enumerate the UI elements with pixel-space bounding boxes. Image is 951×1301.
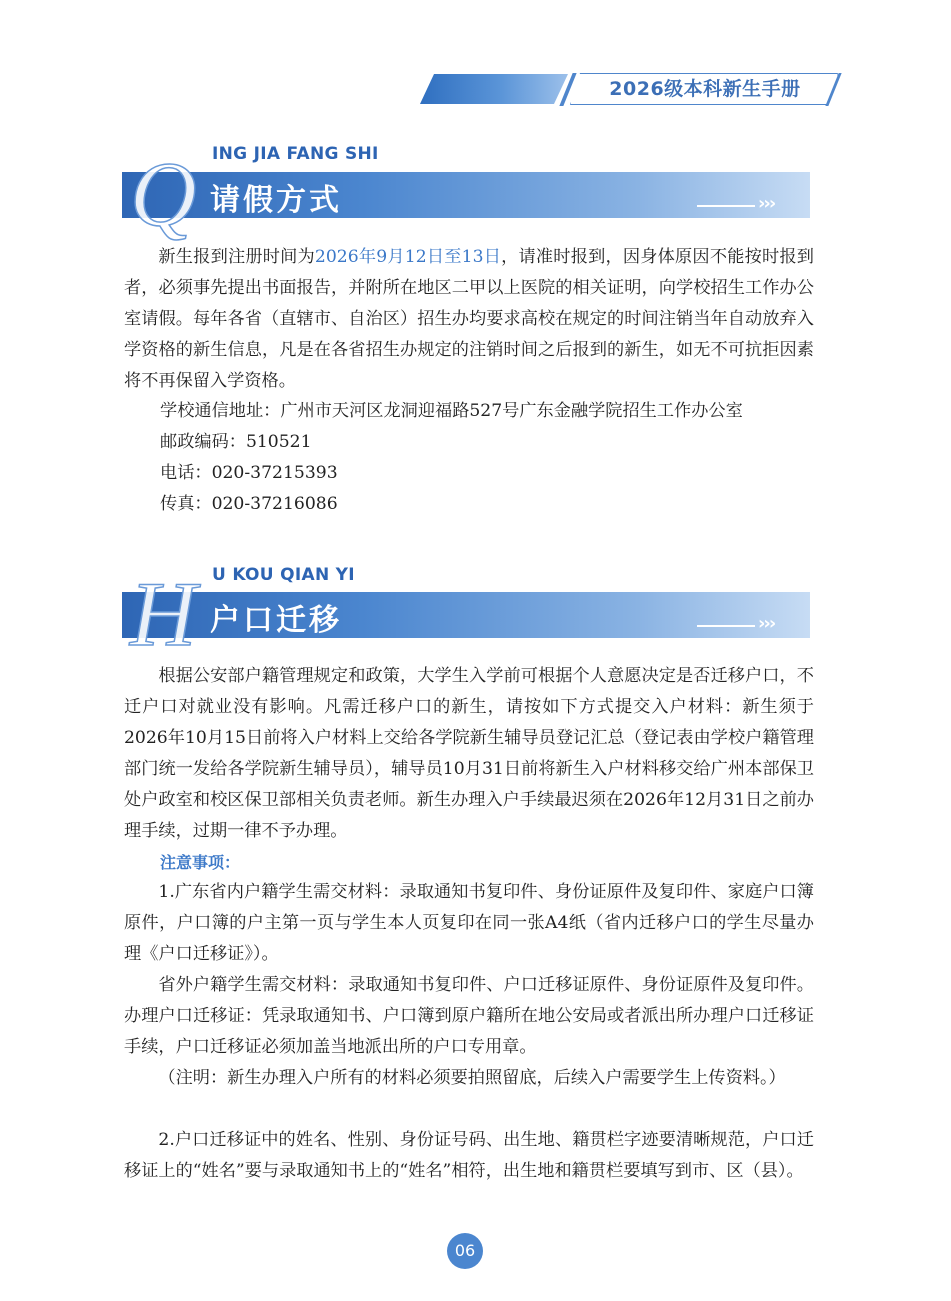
registration-date: 2026年9月12日至13日 [314, 247, 502, 267]
phone: 电话：020-37215393 [160, 463, 338, 483]
leave-text: ，请准时报到，因身体原因不能按时报到者，必须事先提出书面报告，并附所在地区二甲以上医院的相关证明，向学校招生工作办公室请假。每年各省（直辖市、自治区）招生办均要求高校在规定的时间注销当年自动放弃入学资格的新生信息，凡是在各省招生办规定的注销时间之后报到的新生，如无不可抗拒因素将不再保留入学资格。 [124, 247, 814, 391]
header-decor-bar [420, 74, 568, 104]
section-initial-letter: Q [130, 143, 197, 245]
postcode: 邮政编码：510521 [160, 432, 312, 452]
section-title: 请假方式 [210, 183, 342, 218]
fax: 传真：020-37216086 [160, 494, 338, 514]
leave-text: 新生报到注册时间为 [158, 247, 315, 267]
hukou-paragraph: 根据公安部户籍管理规定和政策，大学生入学前可根据个人意愿决定是否迁移户口，不迁户口对就业没有影响。凡需迁移户口的新生，请按如下方式提交入户材料：新生须于2026年10月15日前将入户材料上交给各学院新生辅导员登记汇总（登记表由学校户籍管理部门统一发给各学院新生辅导员），辅导员10月31日前将新生入户材料移交给广州本部保卫处户政室和校区保卫部相关负责老师。新生办理入户手续最迟须在2026年12月31日之前办理手续，过期一律不予办理。 [124, 666, 814, 841]
note-item: 2.户口迁移证中的姓名、性别、身份证号码、出生地、籍贯栏字迹要清晰规范，户口迁移证上的“姓名”要与录取通知书上的“姓名”相符，出生地和籍贯栏要填写到市、区（县）。 [124, 1130, 814, 1181]
section-initial-letter: H [130, 563, 197, 665]
banner-line [697, 205, 755, 207]
note-item: 省外户籍学生需交材料：录取通知书复印件、户口迁移证原件、身份证原件及复印件。办理户口迁移证：凭录取通知书、户口簿到原户籍所在地公安局或者派出所办理户口迁移证手续，户口迁移证必须加盖当地派出所的户口专用章。 [124, 975, 814, 1057]
chevron-right-icon: ››› [758, 193, 775, 214]
school-address: 学校通信地址：广州市天河区龙洞迎福路527号广东金融学院招生工作办公室 [160, 401, 743, 421]
page-number: 06 [447, 1233, 483, 1269]
chevron-right-icon: ››› [758, 613, 775, 634]
leave-paragraph [124, 242, 814, 397]
section-pinyin: ING JIA FANG SHI [212, 144, 379, 164]
section-title: 户口迁移 [210, 603, 342, 638]
section-pinyin: U KOU QIAN YI [212, 565, 355, 585]
handbook-title: 2026级本科新生手册 [609, 78, 801, 100]
banner-line [697, 625, 755, 627]
notes-heading: 注意事项： [160, 853, 241, 872]
note-item: （注明：新生办理入户所有的材料必须要拍照留底，后续入户需要学生上传资料。） [158, 1068, 786, 1088]
note-item: 1.广东省内户籍学生需交材料：录取通知书复印件、身份证原件及复印件、家庭户口簿原件，户口簿的户主第一页与学生本人页复印在同一张A4纸（省内迁移户口的学生尽量办理《户口迁移证》）。 [124, 882, 814, 964]
